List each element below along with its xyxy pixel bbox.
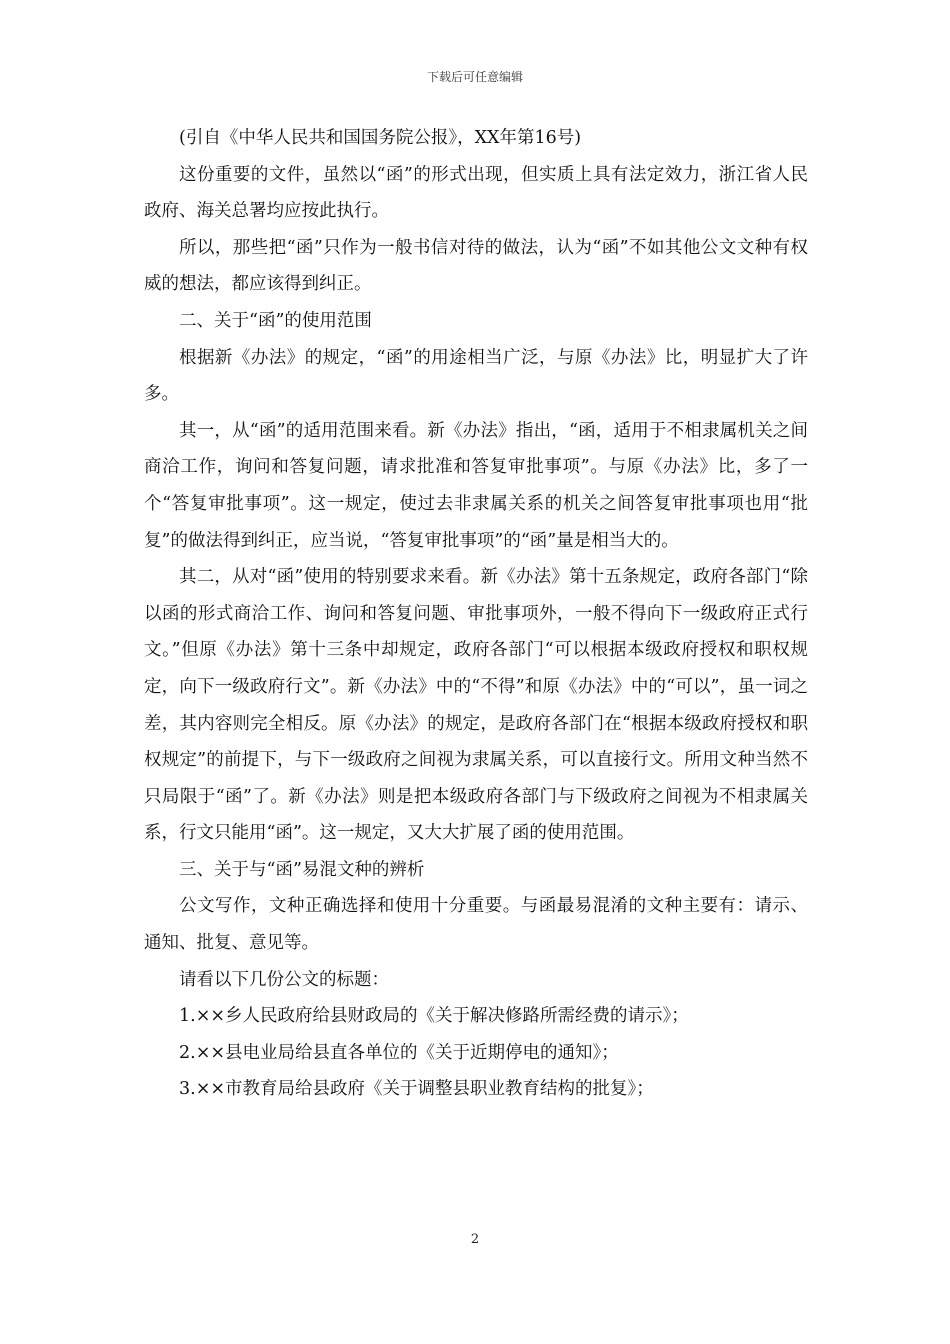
body-paragraph: 所以，那些把“函”只作为一般书信对待的做法，认为“函”不如其他公文文种有权威的想法，都应该得到纠正。 <box>144 237 808 295</box>
list-item: 2.××县电业局给县直各单位的《关于近期停电的通知》； <box>179 1042 619 1063</box>
page-header-note: 下载后可任意编辑 <box>426 70 523 84</box>
body-paragraph: 公文写作，文种正确选择和使用十分重要。与函最易混淆的文种主要有：请示、通知、批复、意见等。 <box>144 896 808 954</box>
document-body <box>144 120 808 1108</box>
body-paragraph: 这份重要的文件，虽然以“函”的形式出现，但实质上具有法定效力，浙江省人民政府、海关总署均应按此执行。 <box>144 164 808 222</box>
body-paragraph: 请看以下几份公文的标题： <box>179 969 389 990</box>
citation-paragraph: (引自《中华人民共和国国务院公报》，XX年第16号) <box>179 128 582 148</box>
section-heading: 二、关于“函”的使用范围 <box>179 310 372 331</box>
body-paragraph: 根据新《办法》的规定，“函”的用途相当广泛，与原《办法》比，明显扩大了许多。 <box>144 347 808 405</box>
body-paragraph: 其一，从“函”的适用范围来看。新《办法》指出，“函，适用于不相隶属机关之间商洽工作，询问和答复问题，请求批准和答复审批事项”。与原《办法》比，多了一个“答复审批事项”。这一规定，使过去非隶属关系的机关之间答复审批事项也用“批复”的做法得到纠正，应当说，“答复审批事项”的“函”量是相当大的。 <box>144 420 808 551</box>
body-paragraph: 其二，从对“函”使用的特别要求来看。新《办法》第十五条规定，政府各部门“除以函的形式商洽工作、询问和答复问题、审批事项外，一般不得向下一级政府正式行文。”但原《办法》第十三条中却规定，政府各部门“可以根据本级政府授权和职权规定，向下一级政府行文”。新《办法》中的“不得”和原《办法》中的“可以”，虽一词之差，其内容则完全相反。原《办法》的规定，是政府各部门在“根据本级政府授权和职权规定”的前提下，与下一级政府之间视为隶属关系，可以直接行文。所用文种当然不只局限于“函”了。新《办法》则是把本级政府各部门与下级政府之间视为不相隶属关系，行文只能用“函”。这一规定，又大大扩展了函的使用范围。 <box>144 567 808 844</box>
page-number: 2 <box>470 1232 480 1247</box>
list-item: 1.××乡人民政府给县财政局的《关于解决修路所需经费的请示》； <box>179 1006 689 1027</box>
list-item: 3.××市教育局给县政府《关于调整县职业教育结构的批复》； <box>179 1079 654 1100</box>
section-heading: 三、关于与“函”易混文种的辨析 <box>179 859 425 880</box>
